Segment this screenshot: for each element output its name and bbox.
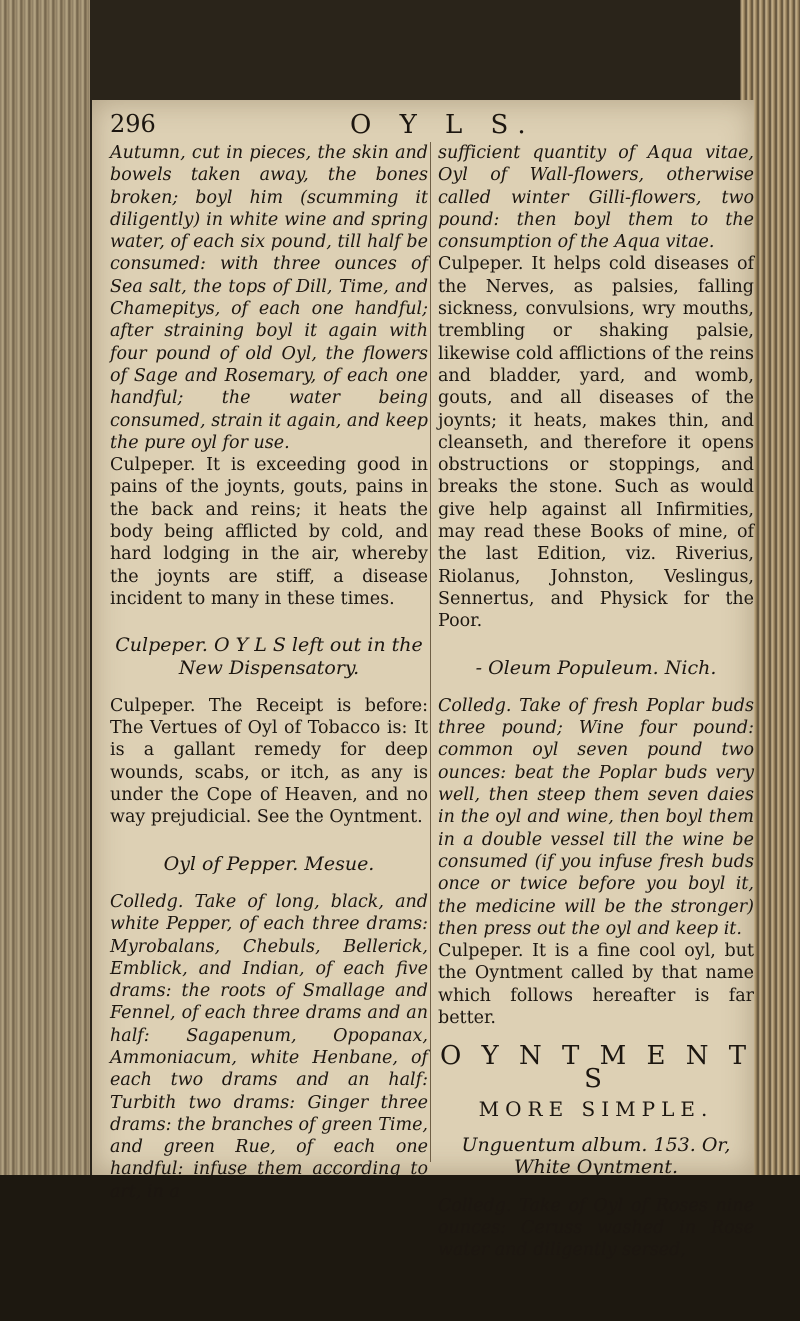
section-heading: Culpeper. O Y L S left out in the New Dispensatory. xyxy=(115,634,423,679)
section-heading: - Oleum Populeum. Nich. xyxy=(475,656,717,679)
paragraph: sufficient quantity of Aqua vitae, Oyl of Wall-flowers, otherwise called winter Gilli-flowers, two pound: then boyl them to the consumption of the Aqua vitae. xyxy=(438,143,754,253)
right-column xyxy=(438,142,754,1262)
running-title: O Y L S. xyxy=(350,110,536,140)
section-subheading: MORE SIMPLE. xyxy=(478,1096,714,1121)
page-number: 296 xyxy=(110,110,156,138)
section-heading: Unguentum album. 153. Or, White Oyntment. xyxy=(461,1134,731,1179)
paragraph: Colledg. Take of Oyl of Roses nine ounces: Ceruss washed in Rose water and diligently sersed, xyxy=(438,1195,754,1261)
paragraph: Culpeper. It helps cold diseases of the Nerves, as palsies, falling sickness, convulsions, wry mouths, trembling or shaking palsie, likewise cold afflictions of the reins and bladder, yard, and womb, gouts, and all diseases of the joynts; it heats, makes thin, and cleanseth, and therefore it opens obstructions or stoppings, and breaks the stone. Such as would give help against all Infirmities, may read these Books of mine, of the last Edition, viz. Riverius, Riolanus, Johnston, Veslingus, Sennertus, and Physick for the Poor. xyxy=(438,254,754,632)
paragraph: Culpeper. It is a fine cool oyl, but the Oyntment called by that name which follows hereafter is far better. xyxy=(438,941,754,1028)
paragraph: Autumn, cut in pieces, the skin and bowels taken away, the bones broken; boyl him (scumming it diligently) in white wine and spring water, of each six pound, till half be consumed: with three ounces of Sea salt, the tops of Dill, Time, and Chamepitys, of each one handful; after straining boyl it again with four pound of old Oyl, the flowers of Sage and Rosemary, of each one handful; the water being consumed, strain it again, and keep the pure oyl for use. xyxy=(110,143,428,453)
page-header xyxy=(110,110,740,142)
book-spine-edge xyxy=(0,0,90,1321)
paragraph: Colledg. Take of long, black, and white Pepper, of each three drams: Myrobalans, Chebuls, Bellerick, Emblick, and Indian, of each five drams: the roots of Smallage and Fennel, of each three drams and an half: Sagapenum, Opopanax, Ammoniacum, white Henbane, of each two drams and an half: Turbith two drams: Ginger three drams: the branches of green Time, and green Rue, of each one handful: infuse them according to art, in a xyxy=(110,891,428,1202)
paragraph: Colledg. Take of fresh Poplar buds three pound; Wine four pound: common oyl seven pound two ounces: beat the Poplar buds very well, then steep them seven daies in the oyl and wine, then boyl them in a double vessel till the wine be consumed (if you infuse fresh buds once or twice before you boyl it, the medicine will be the stronger) then press out the oyl and keep it. xyxy=(438,695,754,939)
section-heading: Oyl of Pepper. Mesue. xyxy=(163,852,375,875)
column-divider xyxy=(430,142,431,1162)
book-page xyxy=(92,100,754,1261)
paragraph: Culpeper. It is exceeding good in pains of the joynts, gouts, pains in the back and reins; it heats the body being afflicted by cold, and hard lodging in the air, whereby the joynts are stiff, a disease incident to many in these times. xyxy=(110,455,428,609)
paragraph: Culpeper. The Receipt is before: The Vertues of Oyl of Tobacco is: It is a gallant remedy for deep wounds, scabs, or itch, as any is under the Cope of Heaven, and no way prejudicial. See the Oyntment. xyxy=(110,695,428,828)
section-heading-large: O Y N T M E N T S xyxy=(439,1041,753,1094)
left-column xyxy=(110,142,428,1203)
